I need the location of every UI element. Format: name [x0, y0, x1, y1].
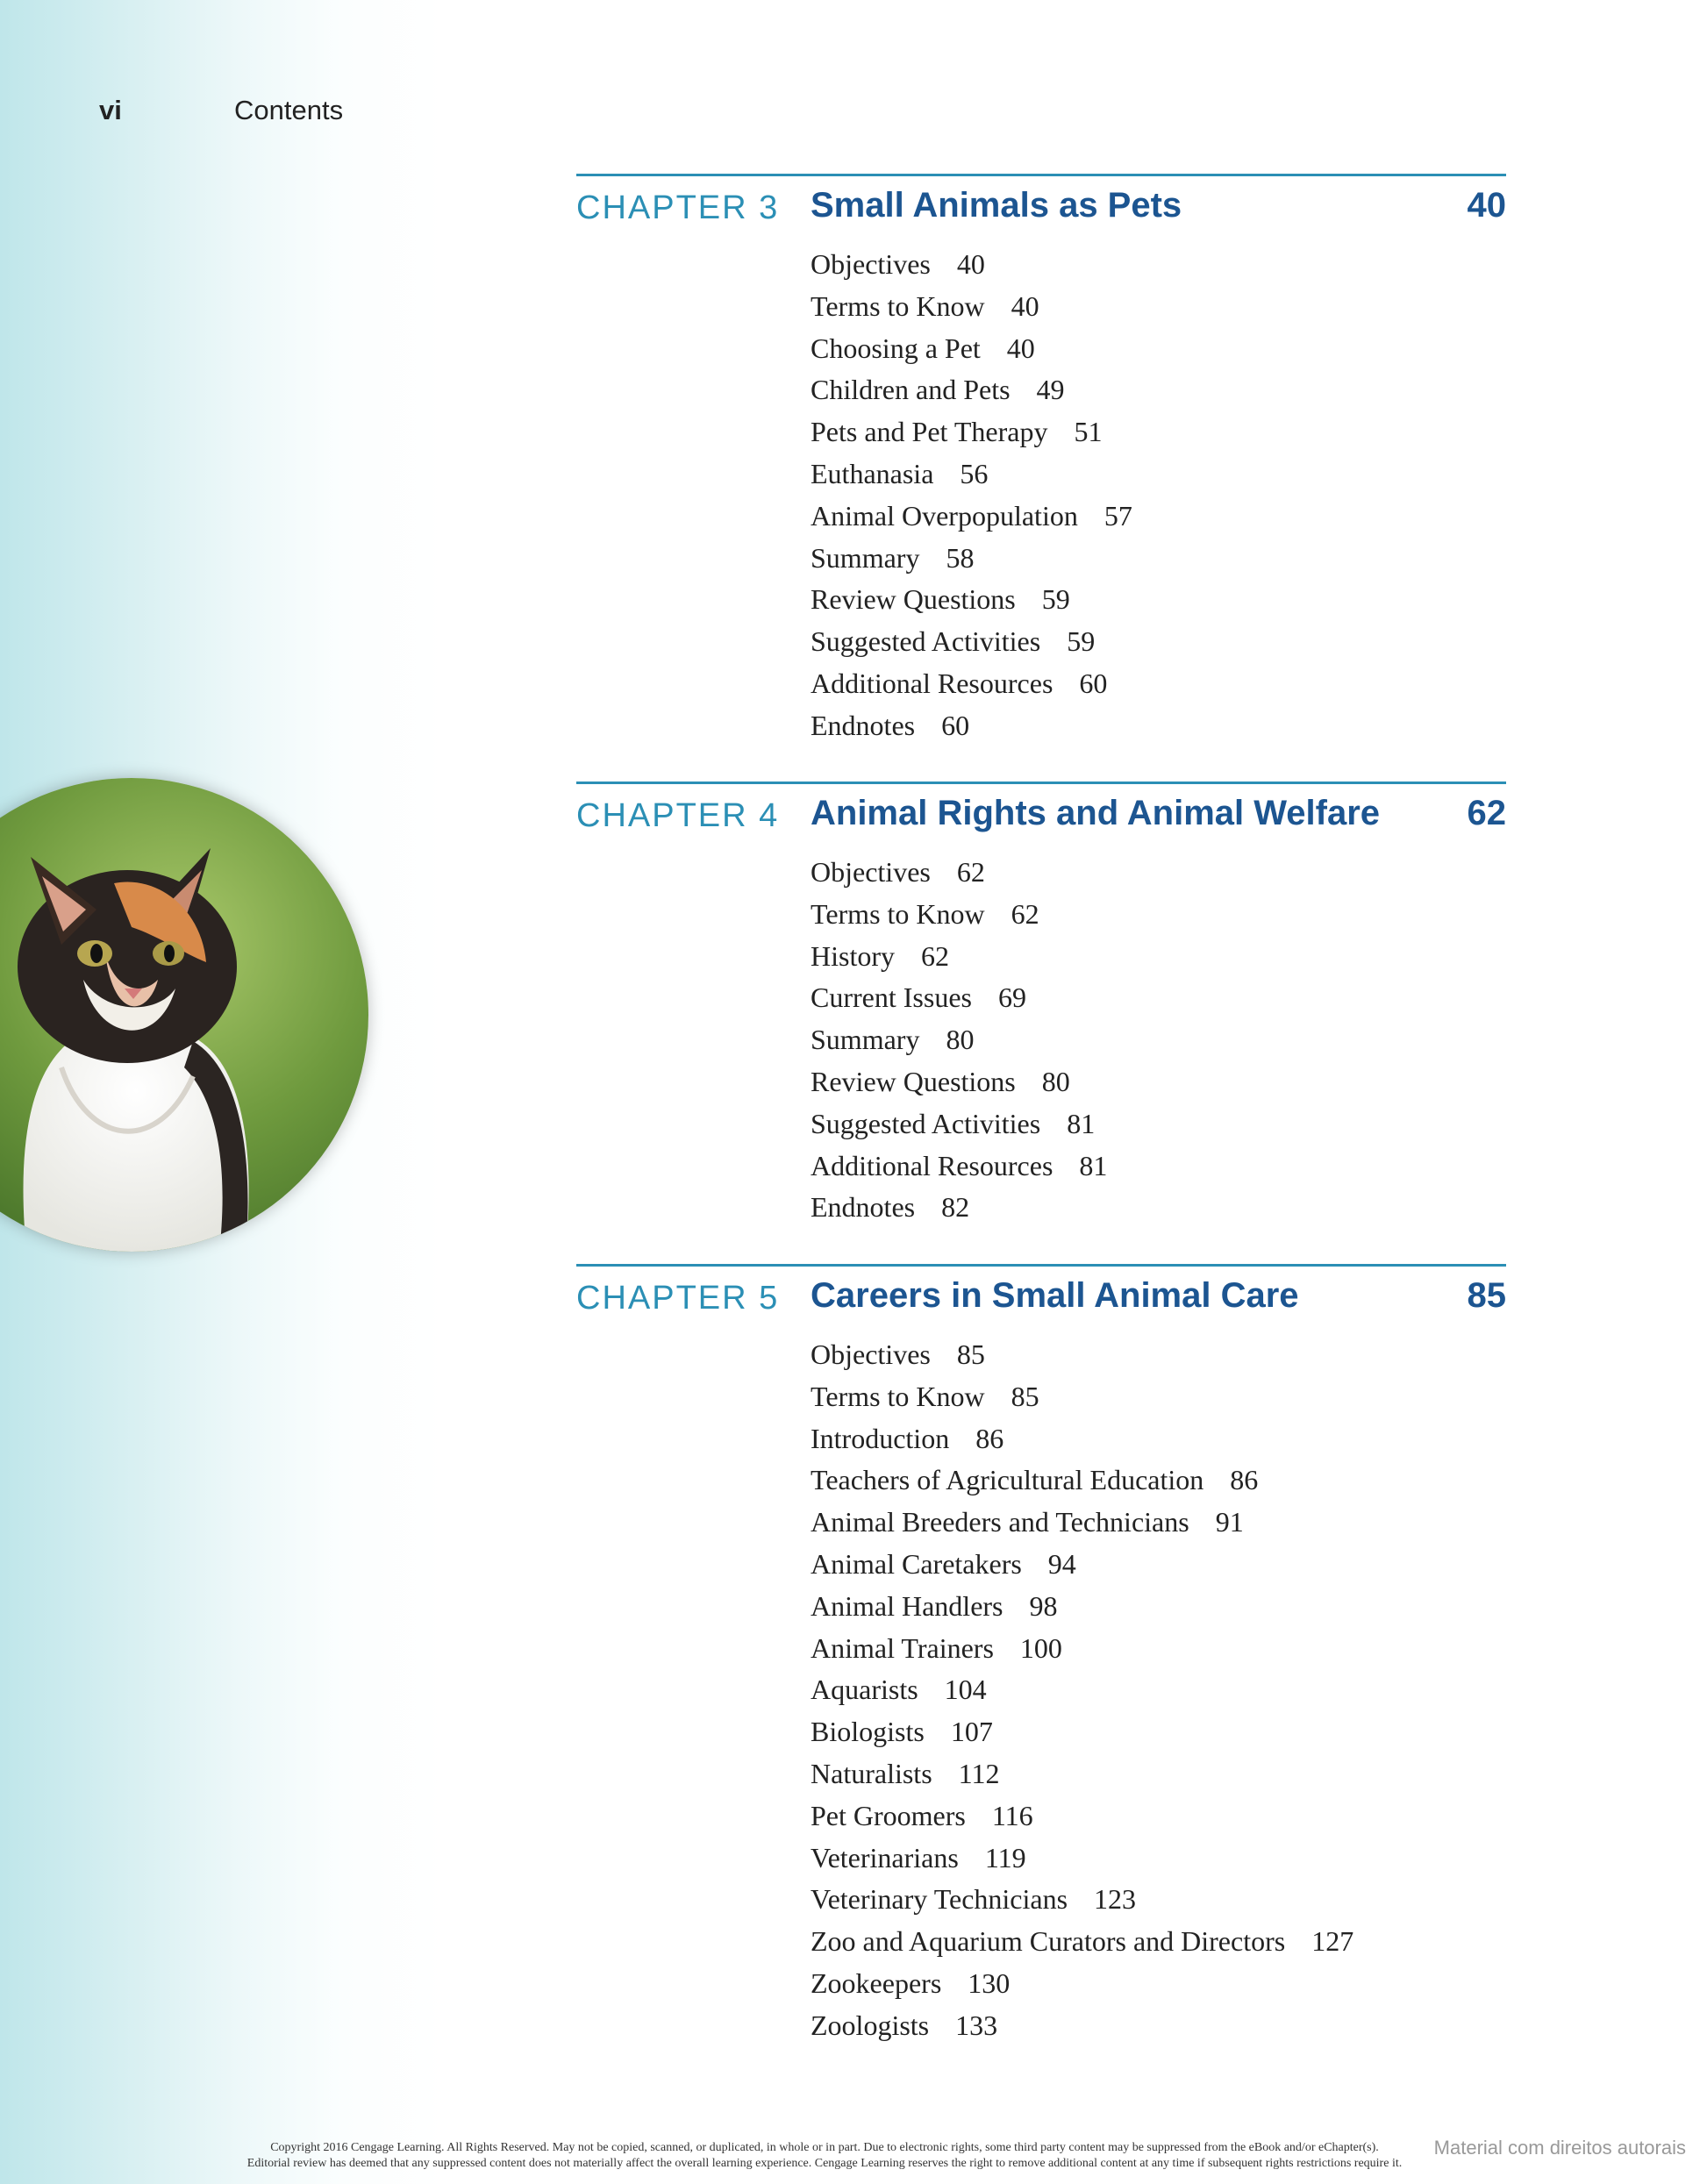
- toc-item[interactable]: History 62: [811, 939, 949, 972]
- toc-item[interactable]: Euthanasia 56: [811, 457, 989, 489]
- chapter-label: CHAPTER 3: [576, 189, 780, 226]
- toc-item[interactable]: Objectives 40: [811, 248, 985, 280]
- toc-item[interactable]: Zoo and Aquarium Curators and Directors 127: [811, 1925, 1354, 1958]
- watermark: Material com direitos autorais: [1433, 2137, 1686, 2159]
- toc-item[interactable]: Summary 80: [811, 1024, 975, 1056]
- toc-item[interactable]: Zoologists 133: [811, 2009, 998, 2041]
- toc-item[interactable]: Terms to Know 40: [811, 289, 1039, 322]
- chapter-page-number: 40: [1467, 186, 1506, 225]
- toc-item[interactable]: Veterinarians 119: [811, 1841, 1026, 1874]
- toc-item[interactable]: Naturalists 112: [811, 1757, 1000, 1789]
- chapter-label: CHAPTER 5: [576, 1280, 780, 1317]
- toc-item[interactable]: Animal Breeders and Technicians 91: [811, 1506, 1244, 1538]
- toc-item[interactable]: Objectives 85: [811, 1338, 985, 1370]
- chapter-item-list: [811, 244, 1132, 747]
- chapter-label: CHAPTER 4: [576, 797, 780, 834]
- toc-item[interactable]: Choosing a Pet 40: [811, 332, 1035, 364]
- toc-item[interactable]: Zookeepers 130: [811, 1966, 1011, 1999]
- toc-item[interactable]: Pet Groomers 116: [811, 1799, 1033, 1831]
- toc-item[interactable]: Review Questions 59: [811, 583, 1070, 616]
- toc-item[interactable]: Introduction 86: [811, 1422, 1004, 1454]
- chapter-rule: [576, 174, 1506, 176]
- toc-item[interactable]: Review Questions 80: [811, 1065, 1070, 1097]
- chapter-page-number: 85: [1467, 1276, 1506, 1315]
- chapter-3-section: [576, 174, 1506, 741]
- toc-item[interactable]: Children and Pets 49: [811, 374, 1065, 406]
- toc-item[interactable]: Terms to Know 62: [811, 897, 1039, 930]
- toc-item[interactable]: Summary 58: [811, 541, 975, 574]
- toc-item[interactable]: Endnotes 60: [811, 709, 970, 741]
- running-title: Contents: [234, 95, 344, 125]
- chapter-title-link[interactable]: Small Animals as Pets: [811, 186, 1182, 225]
- toc-item[interactable]: Veterinary Technicians 123: [811, 1883, 1137, 1916]
- chapter-item-list: [811, 852, 1107, 1229]
- toc-item[interactable]: Teachers of Agricultural Education 86: [811, 1464, 1259, 1496]
- page-number: vi: [99, 95, 122, 125]
- chapter-rule: [576, 782, 1506, 784]
- toc-item[interactable]: Animal Handlers 98: [811, 1589, 1058, 1622]
- toc-item[interactable]: Pets and Pet Therapy 51: [811, 416, 1103, 448]
- toc-item[interactable]: Current Issues 69: [811, 981, 1026, 1014]
- toc-item[interactable]: Suggested Activities 59: [811, 625, 1096, 658]
- chapter-title-link[interactable]: Animal Rights and Animal Welfare: [811, 794, 1381, 832]
- toc-item[interactable]: Additional Resources 81: [811, 1149, 1108, 1181]
- chapter-5-section: [576, 1264, 1506, 2041]
- copyright-line-2: Editorial review has deemed that any suppressed content does not materially affect the overall learning experience. Cengage Learning reserves the right to remove additional content at any time if subsequent rights restrictions require it.: [246, 2157, 1403, 2170]
- chapter-rule: [576, 1264, 1506, 1267]
- toc-item[interactable]: Endnotes 82: [811, 1191, 970, 1224]
- toc-item[interactable]: Terms to Know 85: [811, 1380, 1039, 1412]
- toc-item[interactable]: Animal Overpopulation 57: [811, 499, 1132, 532]
- toc-item[interactable]: Objectives 62: [811, 856, 985, 888]
- chapter-title-link[interactable]: Careers in Small Animal Care: [811, 1276, 1299, 1315]
- chapter-item-list: [811, 1334, 1353, 2047]
- toc-item[interactable]: Biologists 107: [811, 1716, 993, 1748]
- toc-item[interactable]: Additional Resources 60: [811, 667, 1108, 699]
- toc-item[interactable]: Suggested Activities 81: [811, 1107, 1096, 1139]
- toc-item[interactable]: Animal Caretakers 94: [811, 1547, 1076, 1580]
- copyright-line-1: Copyright 2016 Cengage Learning. All Rights Reserved. May not be copied, scanned, or duplicated, in whole or in part. Due to electronic rights, some third party content may be suppressed from the eBook and/or eChapter(s).: [270, 2141, 1379, 2154]
- copyright-footer: [132, 2140, 1518, 2172]
- toc-item[interactable]: Aquarists 104: [811, 1674, 987, 1706]
- toc-item[interactable]: Animal Trainers 100: [811, 1631, 1062, 1664]
- chapter-4-section: [576, 782, 1506, 1224]
- chapter-page-number: 62: [1467, 794, 1506, 832]
